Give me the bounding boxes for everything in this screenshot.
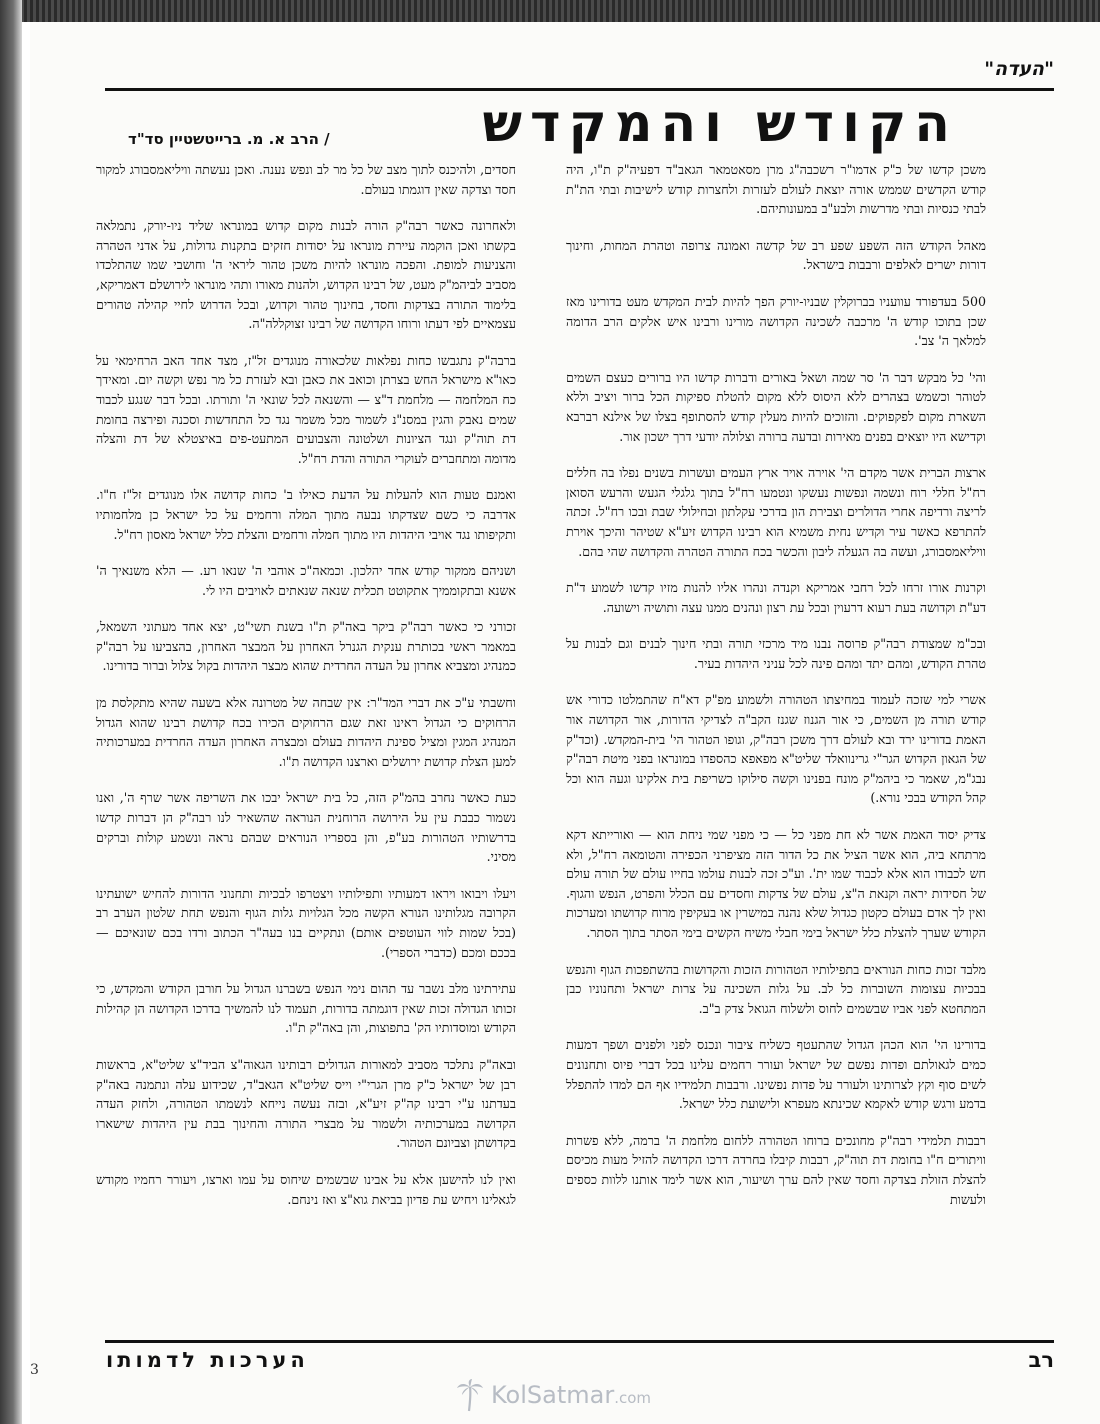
paragraph: רבבות תלמידי רבה"ק מחונכים ברוחו הטהורה ללחום מלחמת ה' ברמה, ללא פשרות וויתורים ח"ו בחומת דת תוה"ק, רבבות קיבלו בחרדה דרכו הקדושה להזיל מעות מכיסם להצלת הזולת בצדקה וחסד שאין להם ערך ושיעור, הוא אשר לימד אותנו ללוות כספים ולעשות [566, 1132, 986, 1207]
left-column [96, 160, 516, 1226]
scan-border-top [0, 0, 1100, 22]
footer-series-title: הערכות לדמותו [106, 1348, 309, 1372]
footer-rule [105, 1340, 1054, 1343]
paragraph: ושניהם ממקור קודש אחד יהלכון. וכמאה"כ אוהבי ה' שנאו רע. — הלא משנאיך ה' אשנא ובתקוממיך אתקוטט תכלית שנאה שנאתים לאויבים היו לי. [96, 563, 516, 598]
paragraph: בדורינו הי' הוא הכהן הגדול שהתעטף כשליח ציבור ונכנס לפני ולפנים ושפך דמעות כמים לגאולתם ופדות נפשם של ישראל ועורר רחמים עלינו בכל דברי פיוס ותחנונים לשים סוף וקץ לצרותינו ולעורר על פדות נפשינו. ורבבות תלמידיו אף הם למדו להתפלל בדמע ורגש קודש לאקמא שכינתא מעפרא ולישועת כלל ישראל. [566, 1037, 986, 1112]
paragraph: ולאחרונה כאשר רבה"ק הורה לבנות מקום קדוש במונראו שליד ניו-יורק, נתמלאה בקשתו ואכן הוקמה עיירת מונראו על יסודות חזקים בתקנות גדולות, על אדני הטהרה והצניעות למופת. והפכה מונראו להיות משכן טהור ליראי ה' וחושבי שמו שהתלכדו מסביב לביהמ"ק מעט, של רבינו הקדוש, ולהנות מאורו ותהי מונראו לירושלם דאמריקא, בלימוד התורה בצדקות וחסד, בחינוך טהור וקדוש, ובכל הדרוש לחיי קהילה טהורים עצמאיים לפי דעתו ורוחו הקדושה של רבינו זצוקללה"ה. [96, 218, 516, 332]
paragraph: והי' כל מבקש דבר ה' סר שמה ושאל באורים ודברות קדשו היו ברורים כעצם השמים לטוהר וכשמש בצהרים ללא היסוס ללא מקום להטלת ספיקות הכל ברור ויציב וללא השארת מקום לפקפוקים. והזוכים להיות מעלין קודש להסתופף בצלו של אילנא רברבא וקדישא היו יוצאים בפנים מאירות ובדעה ברורה וצלולה יודעי דרך ישכון אור. [566, 369, 986, 444]
publication-header: "העדה" [984, 58, 1054, 80]
paragraph: ובאה"ק נתלכד מסביב למאורות הגדולים רבותינו הגאוה"צ הביד"צ שליט"א, בראשות רבן של ישראל כ"ק מרן הגרי"י וייס שליט"א הגאב"ד, שכידוע עלה ונתמנה באה"ק בעדתנו ע"י רבינו קה"ק זיע"א, ובזה נעשה נייחא לנשמתו הטהורה, ולחזק העדה הקדושה במערכותיה ולשמור על מבצרי התורה והחינוך בבת עין היהדות שישארו בקדושתן וצביונם הטהור. [96, 1056, 516, 1151]
paragraph: ויעלו ויבואו ויראו דמעותיו ותפילותיו ויצטרפו לבכיות ותחנוני הדורות להחיש ישועתינו הקרובה מגלותינו הנורא הקשה מכל הגלויות גלות הגוף והנפש תחת שלטון הערב רב (בכל שמות לווי העוטפים אותם) ונתקיים בנו בעה"ר הכתוב ורדו בכם שונאיכם — בככם ומכם (כדברי הספרי). [96, 885, 516, 960]
watermark-brand: KolSatmar [491, 1381, 615, 1409]
paragraph: צדיק יסוד האמת אשר לא חת מפני כל — כי מפני שמי ניחת הוא — ואורייתא דקא מרתחא ביה, הוא אשר הציל את כל הדור הזה מציפרני הכפירה והטומאה רח"ל, ולא חש לכבודו הוא אלא לכבוד שמו ית'. וע"כ זכה לבנות עולמו בחייו עולם של תורה עולם של חסידות יראה וקנאת ה"צ, עולם של צדקות וחסדים עם הכלל והפרט, הנפש והגוף. ואין לך אדם בעולם כקטון כגדול שלא נהנה במישרין או בעקיפין מרוח קדושתו ומערכות הקודש שערך להצלת כלל ישראל בימי חבלי משיח הקשים בימי הסתר בתוך הסתר. [566, 827, 986, 940]
footer-page-label: רב [1028, 1348, 1054, 1372]
paragraph: מאהל הקודש הזה השפע שפע רב של קדשה ואמונה צרופה וטהרת המחות, וחינוך דורות ישרים לאלפים ורבבות בישראל. [566, 237, 986, 273]
paragraph: ובכ"מ שמצודת רבה"ק פרוסה נבנו מיד מרכזי תורה ובתי חינוך לבנים וגם לבנות על טהרת הקודש, ומהם יתד ומהם פינה לכל עניני היהדות בעיר. [566, 636, 986, 671]
header-rule [105, 88, 1054, 91]
paragraph: אשרי למי שזכה לעמוד במחיצתו הטהורה ולשמוע מפ"ק דא"ח שהתמלטו כדורי אש קודש תורה מן השמים, כי אור הגנוז שגנז הקב"ה לצדיקי הדורות, אור הקדושה אור האמת בדורינו ירד ובא לעולם דרך משכן רבה"ק, וגופו הטהור הי' בית-המקדש. (וכד"ק של הגאון הקדוש הגר"י גרינוואלד שליט"א מפאפא כהספדו במונראו בפני מיטת רבה"ק נבג"מ, שאמר כי ביהמ"ק מונח בפנינו וקשה סילוקו כשריפת בית אלקינו וגעה הוא וכל קהל הקודש בבכי נורא.) [566, 692, 986, 806]
palm-tree-icon [455, 1378, 485, 1412]
paragraph: ואמנם טעות הוא להעלות על הדעת כאילו ב' כחות קדושה אלו מנוגדים זל"ז ח"ו. אדרבה כי כשם שצדקתו נבעה מתוך המלה ורחמים על כל ישראל כן מלחמותיו ותקיפותו נגד אויבי היהדות היו מתוך חמלה ורחמים והצלת כלל ישראל מאסון רח"ל. [96, 487, 516, 542]
paragraph: ברבה"ק נתגבשו כחות נפלאות שלכאורה מנוגדים זל"ז, מצד אחד האב הרחימאי על כאו"א מישראל החש בצרתן וכואב את כאבן ובא לעזרת כל מר נפש וקשה יום. ומאידך כח המלחמה — מלחמת ד"צ — והשנאה לכל שונאי ה' ותורתו. ובכל דבר שנגע לכבוד שמים נאבק והגין במסנ"נ לשמור מכל משמר נגד כל התחדשות וסכנה ופירצה בחומת דת תוה"ק ונגד הציונות ושלטונה והצבועים המתעט-פים באיצטלא של דת והצלה מדומה ומתחברים לעוקרי התורה והדת רח"ל. [96, 352, 516, 466]
paragraph: משכן קדשו של כ"ק אדמו"ר רשכבה"ג מרן מסאטמאר הגאב"ד דפעיה"ק ת"ו, היה קודש הקדשים שממש אורה יוצאת לעולם לעזרות ולחצרות קודש לישיבות ובתי הת"ת לבתי כנסיות ובתי מדרשות ולבע"ב במעונותיהם. [566, 162, 986, 217]
right-column [566, 160, 986, 1226]
watermark-tld: .com [614, 1389, 652, 1407]
watermark-text [491, 1381, 651, 1409]
article-title: הקודש והמקדש [482, 94, 958, 154]
paragraph: וחשבתי ע"כ את דברי המד"ר: אין שבחה של מטרונה אלא בשעה שהיא מתקלסת מן הרחוקים כי הגדול ראינו זאת שגם הרחוקים הכירו בכח קדושת רבינו שהוא הגדול המנהיג המגין ומציל ספינת היהדות בעולם ומבצרה האחרון העדה החרדית במערכותיה למען הצלת קדושת ירושלים וארצנו הקדושה ת"ו. [96, 695, 516, 769]
paragraph: ארצות הברית אשר מקדם הי' אוירה אויר ארץ העמים ועשרות בשנים נפלו בה חללים רח"ל חללי רוח ונשמה ונפשות נעשקו ונטמעו רח"ל בתוך גלגלי הגעש והרעש הסואן לריצה ורדיפה אחרי הדולרים וצבירת הון בדרכי עקלתון ובחילולי שבת ובכו רח"ל. זכתה להתרפא כאשר עיר וקדיש נחית משמיא הוא רבינו הקדוש זיע"א שטיהר והיכך אוירת וויליאמסבורג, ועשה בה הגעלה ליבון והכשר בכח התורה הטהרה והקדושה שהי בהם. [566, 465, 986, 559]
paragraph: חסדים, ולהיכנס לתוך מצב של כל מר לב ונפש נענה. ואכן נעשתה וויליאמסבורג למקור חסד וצדקה שאין דוגמתו בעולם. [96, 162, 516, 197]
paragraph: וקרנות אורו זרחו לכל רחבי אמריקא וקנדה ונהרו אליו להנות מזיו קדשו לשמוע ד"ת דע"ת וקדושה בעת רעוא דרעוין ובכל עת רצון ונהנים ממנו עצה ותושיה וישועה. [566, 580, 986, 615]
edge-mark: 3 [30, 1362, 39, 1378]
paragraph: כעת כאשר נחרב בהמ"ק הזה, כל בית ישראל יבכו את השריפה אשר שרף ה', ואנו נשמור כבבת עין על הירושה הרוחנית הנוראה שהשאיר לנו רבה"ק הן דברות קדשו בדרשותיו הטהורות בע"פ, והן בספריו הנוראים שבהם נראה ונשמע קולות וברקים מסיני. [96, 790, 517, 865]
paragraph: מלבד זכות כחות הנוראים בתפילותיו הטהורות הזכות והקדושות בהשתפכות הגוף והנפש בבכיות עצומות השוברות כל לב. על גלות השכינה על צרות ישראל ותחנוניו כבן המתחטא לפני אביו שבשמים לחוס ולשלוח הגואל צדק ב"ב. [566, 961, 986, 1016]
scan-border-left [0, 0, 22, 1424]
paragraph: ואין לנו להישען אלא על אבינו שבשמים שיחוס על עמו וארצו, ויעורר רחמיו מקודש לגאלינו ויחיש עת פדיון בביאת גוא"צ ואז נינחם. [96, 1171, 516, 1207]
paragraph: 500 בעדפורד עוועניו בברוקלין שבניו-יורק הפך להיות לבית המקדש מעט בדורינו מאז שכן בתוכו קודש ה' מרכבה לשכינה הקדושה מורינו ורבינו איש אלקים הרב הדומה למלאך ה' צב'. [566, 293, 986, 349]
article-byline: / הרב א. מ. ברייטשטיין סד"ד [128, 130, 330, 148]
paragraph: עתירתינו מלב נשבר עד תהום נימי הנפש בשברנו הגדול על חורבן הקודש והמקדש, כי זכותו הגדולה זכות שאין דוגמתה בדורות, תעמוד לנו להמשיך בדרכו הקדושה הן קהילות הקודש ומוסדותיו הק' בתפוצות, והן באה"ק ת"ו. [96, 981, 516, 1036]
watermark [455, 1377, 651, 1413]
paragraph: זכורני כי כאשר רבה"ק ביקר באה"ק ת"ו בשנת תשי"ט, יצא אחד מעתוני השמאל, במאמר ראשי בכותרת ענקית הגנרל האחרון על המבצר האחרון, בהצביעו על רבה"ק כמנהיג ומצביא אחרון על העדה החרדית שהוא מבצר היהדות בקול צלול וברור בדורינו. [96, 619, 516, 674]
